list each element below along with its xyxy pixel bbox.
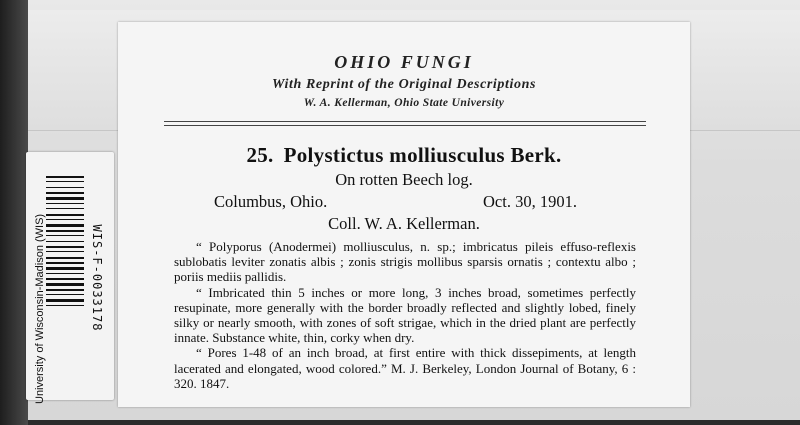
barcode-bar <box>46 262 84 264</box>
description-english: “ Imbricated thin 5 inches or more long, 3 inches broad, sometimes perfectly resupinate, more generally with the border broadly reflected and slightly lobed, finely silky or nearly smooth, with zones of soft strigae, which in the dried plant are perfectly innate. Substance white, thin, corky when dry. <box>174 284 636 346</box>
barcode-bar <box>46 214 84 216</box>
barcode-bar <box>46 192 84 194</box>
catalog-number: WIS-F-0033178 <box>90 224 104 332</box>
divider-rule <box>164 125 646 126</box>
background-shadow <box>0 0 28 425</box>
description-pores: “ Pores 1-48 of an inch broad, at first entire with thick dissepiments, at length lacerated and elongated, wood colored.” M. J. Berkeley, London Journal of Botany, 6 : 320. 1847. <box>174 345 636 391</box>
barcode-bar <box>46 299 84 302</box>
barcode-bar <box>46 219 84 220</box>
barcode-bar <box>46 283 84 286</box>
substrate: On rotten Beech log. <box>335 170 473 189</box>
divider-rule <box>164 121 646 122</box>
original-description <box>174 239 636 391</box>
barcode-bar <box>46 267 84 270</box>
series-title: OHIO FUNGI <box>334 52 474 72</box>
specimen-label <box>118 22 690 407</box>
barcode-bar <box>46 176 84 178</box>
barcode-bar <box>46 289 84 291</box>
barcode-bar <box>46 203 84 204</box>
barcode <box>46 176 84 368</box>
barcode-bar <box>46 224 84 227</box>
barcode-label <box>26 152 114 404</box>
specimen-title <box>118 143 690 168</box>
barcode-bar <box>46 257 84 259</box>
barcode-bar <box>46 251 84 252</box>
locality: Columbus, Ohio. <box>214 192 328 211</box>
barcode-bar <box>46 278 84 280</box>
barcode-bar <box>46 235 84 236</box>
collection-date: Oct. 30, 1901. <box>483 192 577 211</box>
barcode-bar <box>46 208 84 209</box>
barcode-bar <box>46 273 84 274</box>
barcode-bar <box>46 294 84 295</box>
barcode-bar <box>46 230 84 232</box>
author-line: W. A. Kellerman, Ohio State University <box>303 97 505 109</box>
specimen-number: 25. <box>246 143 274 167</box>
barcode-bar <box>46 197 84 200</box>
series-subtitle: With Reprint of the Original Descriptions <box>271 77 537 92</box>
barcode-bar <box>46 187 84 188</box>
barcode-bar <box>46 181 84 182</box>
description-latin: “ Polyporus (Anodermei) molliusculus, n. sp.; imbricatus pileis effuso-reflexis sublobatis leviter zonatis albis ; zonis strigis mollibus sparsis ornatis ; contextu albo ; poriis mediis pallidis. <box>174 239 636 285</box>
collector: Coll. W. A. Kellerman. <box>328 214 480 233</box>
barcode-bar <box>46 305 84 306</box>
barcode-bar <box>46 246 84 248</box>
institution-name: University of Wisconsin-Madison (WIS) <box>34 213 46 404</box>
barcode-bar <box>46 241 84 242</box>
specimen-name: Polystictus molliusculus Berk. <box>283 143 562 167</box>
